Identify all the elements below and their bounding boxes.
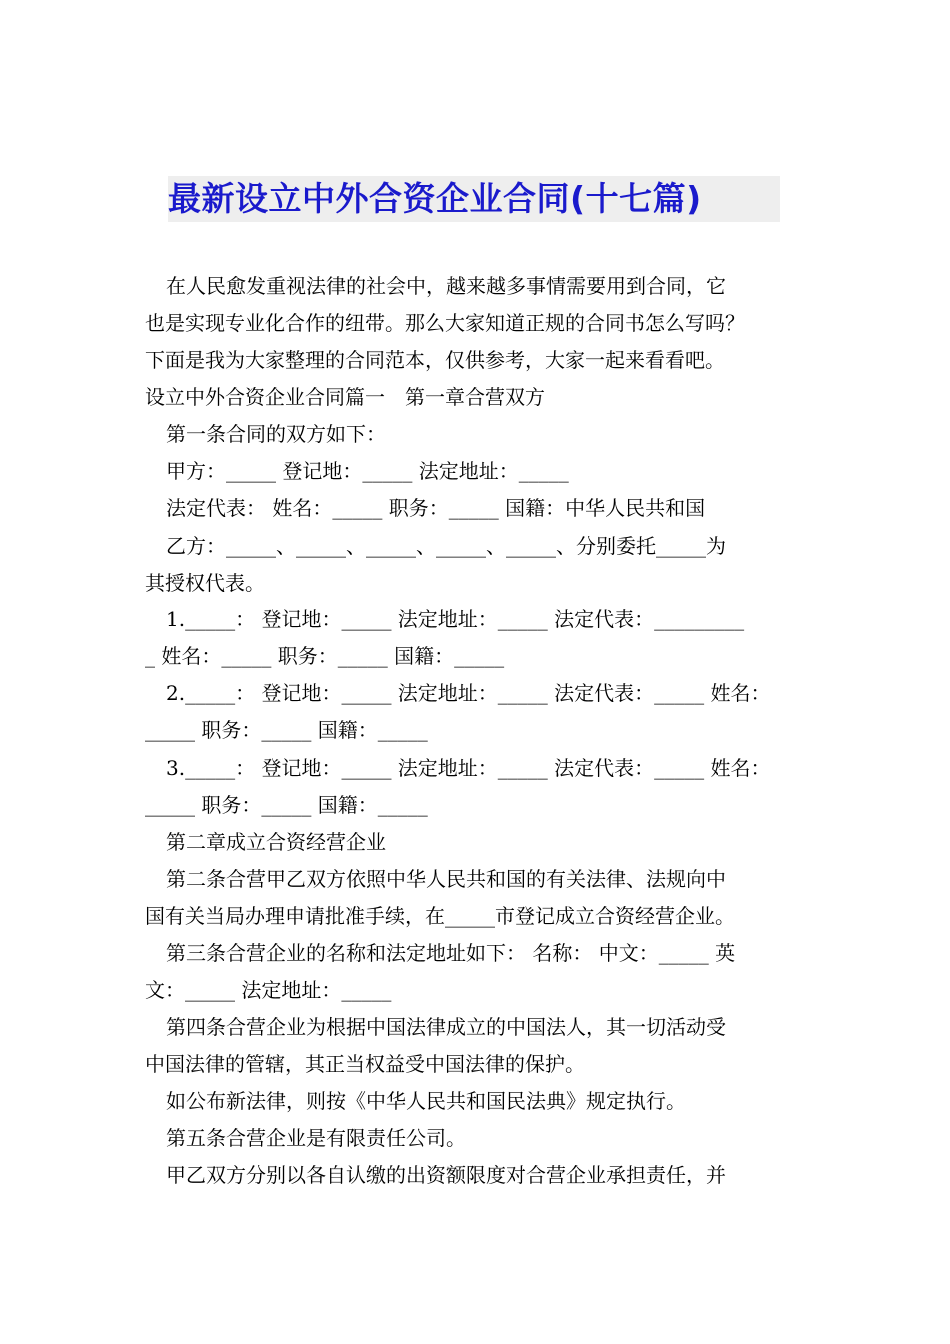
- paragraph-line: 甲乙双方分别以各自认缴的出资额限度对合营企业承担责任，并: [166, 1163, 726, 1187]
- paragraph-line: 其授权代表。: [145, 571, 265, 595]
- chapter-heading: 第二章成立合资经营企业: [166, 830, 386, 854]
- section-heading: 设立中外合资企业合同篇一 第一章合营双方: [145, 385, 545, 409]
- paragraph-line: 文：_____ 法定地址：_____: [145, 978, 392, 1002]
- paragraph-line: 下面是我为大家整理的合同范本，仅供参考，大家一起来看看吧。: [145, 348, 725, 372]
- paragraph-line: _____ 职务：_____ 国籍：_____: [145, 793, 428, 817]
- paragraph-line: 国有关当局办理申请批准手续，在_____市登记成立合资经营企业。: [145, 904, 735, 928]
- paragraph-line: _ 姓名：_____ 职务：_____ 国籍：_____: [145, 644, 505, 668]
- paragraph-line: 2._____： 登记地：_____ 法定地址：_____ 法定代表：_____ 姓名：: [166, 681, 771, 705]
- paragraph-line: 第三条合营企业的名称和法定地址如下： 名称： 中文：_____ 英: [166, 941, 736, 965]
- paragraph-line: 法定代表： 姓名：_____ 职务：_____ 国籍：中华人民共和国: [166, 496, 706, 520]
- paragraph-line: 第一条合同的双方如下：: [166, 422, 386, 446]
- paragraph-line: 1._____： 登记地：_____ 法定地址：_____ 法定代表：_________: [166, 607, 745, 631]
- paragraph-line: 第四条合营企业为根据中国法律成立的中国法人，其一切活动受: [166, 1015, 726, 1039]
- paragraph-line: 中国法律的管辖，其正当权益受中国法律的保护。: [145, 1052, 585, 1076]
- paragraph-line: 如公布新法律，则按《中华人民共和国民法典》规定执行。: [166, 1089, 686, 1113]
- paragraph-line: 也是实现专业化合作的纽带。那么大家知道正规的合同书怎么写吗？: [145, 311, 745, 335]
- document-title: 最新设立中外合资企业合同(十七篇): [168, 176, 780, 222]
- paragraph-line: 在人民愈发重视法律的社会中，越来越多事情需要用到合同，它: [166, 274, 726, 298]
- paragraph-line: 3._____： 登记地：_____ 法定地址：_____ 法定代表：_____ 姓名：: [166, 756, 771, 780]
- paragraph-line: 第五条合营企业是有限责任公司。: [166, 1126, 466, 1150]
- paragraph-line: 第二条合营甲乙双方依照中华人民共和国的有关法律、法规向中: [166, 867, 726, 891]
- paragraph-line: 甲方：_____ 登记地：_____ 法定地址：_____: [166, 459, 569, 483]
- paragraph-line: _____ 职务：_____ 国籍：_____: [145, 718, 428, 742]
- paragraph-line: 乙方：_____、_____、_____、_____、_____、分别委托_____为: [166, 534, 726, 558]
